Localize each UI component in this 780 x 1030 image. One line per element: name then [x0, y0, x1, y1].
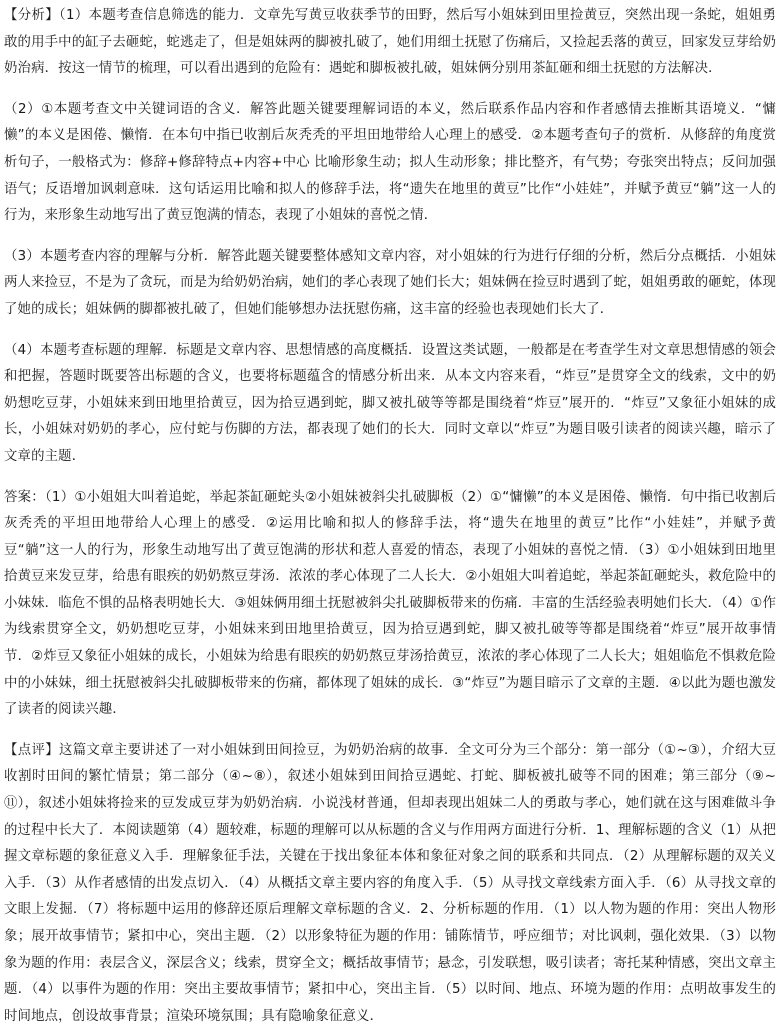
- analysis-part-1: 【分析】（1）本题考查信息筛选的能力．文章先写黄豆收获季节的田野，然后写小姐妹到田里捡黄豆，突然出现一条蛇，姐姐勇敢的用手中的缸子去砸蛇，蛇逃走了，但是姐妹两的脚被扎破了，她们用细土抚慰了伤痛后，又捡起丢落的黄豆，回家发豆芽给奶奶治病．按这一情节的梳理，可以看出遇到的危险有：遇蛇和脚板被扎破，姐妹俩分别用茶缸砸和细土抚慰的方法解决．: [4, 8, 776, 77]
- answer-section: 答案：（1）①小姐姐大叫着追蛇，举起茶缸砸蛇头②小姐妹被斜尖扎破脚板（2）①“慵懒”的本义是困倦、懒惰．句中指已收割后灰秃秃的平坦田地带给人心理上的感受．②运用比喻和拟人的修辞手法，将“遗失在地里的黄豆”比作“小娃娃”，并赋予黄豆“躺”这一人的行为，形象生动地写出了黄豆饱满的形状和惹人喜爱的情态，表现了小姐妹的喜悦之情．（3）①小姐妹到田地里拾黄豆来发豆芽，给患有眼疾的奶奶熬豆芽汤．浓浓的孝心体现了二人长大．②小姐姐大叫着追蛇，举起茶缸砸蛇头，救危险中的小妹妹．临危不惧的品格表明她长大．③姐妹俩用细土抚慰被斜尖扎破脚板带来的伤痛．丰富的生活经验表明她们长大．（4）①作为线索贯穿全文，奶奶想吃豆芽，小姐妹来到田地里拾黄豆，因为拾豆遇到蛇，脚又被扎破等等都是围绕着“炸豆”展开故事情节．②炸豆又象征小姐妹的成长，小姐妹为给患有眼疾的奶奶熬豆芽汤拾黄豆，浓浓的孝心体现了二人长大；姐姐临危不惧救危险中的小妹妹，细土抚慰被斜尖扎破脚板带来的伤痛，都体现了姐妹的成长．③“炸豆”为题目暗示了文章的主题．④以此为题也激发了读者的阅读兴趣．: [4, 489, 776, 718]
- analysis-part-2: （2）①本题考查文中关键词语的含义．解答此题关键要理解词语的本义，然后联系作品内容和作者感情去推断其语境义．“慵懒”的本义是困倦、懒惰．在本句中指已收割后灰秃秃的平坦田地带给人心理上的感受．②本题考查句子的赏析．从修辞的角度赏析句子，一般格式为：修辞+修辞特点+内容+中心 比喻形象生动；拟人生动形象；排比整齐，有气势；夸张突出特点；反问加强语气；反语增加讽刺意味．这句话运用比喻和拟人的修辞手法，将“遗失在地里的黄豆”比作“小娃娃”，并赋予黄豆“躺”这一人的行为，来形象生动地写出了黄豆饱满的情态，表现了小姐妹的喜悦之情．: [4, 101, 776, 224]
- analysis-part-4: （4）本题考查标题的理解．标题是文章内容、思想情感的高度概括．设置这类试题，一般都是在考查学生对文章思想情感的领会和把握，答题时既要答出标题的含义，也要将标题蕴含的情感分析出来．从本文内容来看，“炸豆”是贯穿全文的线索，文中的奶奶想吃豆芽，小姐妹来到田地里拾黄豆，因为拾豆遇到蛇，脚又被扎破等等都是围绕着“炸豆”展开的．“炸豆”又象征小姐妹的成长，小姐妹对奶奶的孝心，应付蛇与伤脚的方法，都表现了她们的长大．同时文章以“炸豆”为题目吸引读者的阅读兴趣，暗示了文章的主题．: [4, 342, 776, 464]
- analysis-part-3: （3）本题考查内容的理解与分析．解答此题关键要整体感知文章内容，对小姐妹的行为进行仔细的分析，然后分点概括．小姐妹两人来捡豆，不是为了贪玩，而是为给奶奶治病，她们的孝心表现了她们长大；姐妹俩在捡豆时遇到了蛇，姐姐勇敢的砸蛇，体现了她的成长；姐妹俩的脚都被扎破了，但她们能够想办法抚慰伤痛，这丰富的经验也表现她们长大了．: [4, 248, 776, 317]
- comment-section: 【点评】这篇文章主要讲述了一对小姐妹到田间捡豆，为奶奶治病的故事．全文可分为三个部分：第一部分（①~③），介绍大豆收割时田间的繁忙情景；第二部分（④~⑧），叙述小姐妹到田间拾豆遇蛇、打蛇、脚板被扎破等不同的困难；第三部分（⑨~ ⑪），叙述小姐妹将捡来的豆发成豆芽为奶奶治病．小说浅材普通，但却表现出姐妹二人的勇敢与孝心，她们就在这与困难做斗争的过程中长大了．本阅读题第（4）题较难，标题的理解可以从标题的含义与作用两方面进行分析．1、理解标题的含义（1）从把握文章标题的象征意义入手．理解象征手法，关键在于找出象征本体和象征对象之间的联系和共同点．（2）从理解标题的双关义入手．（3）从作者感情的出发点切入．（4）从概括文章主要内容的角度入手．（5）从寻找文章线索方面入手．（6）从寻找文章的文眼上发掘．（7）将标题中运用的修辞还原后理解文章标题的含义．2、分析标题的作用．（1）以人物为题的作用：突出人物形象；展开故事情节；紧扣中心，突出主题．（2）以形象特征为题的作用：铺陈情节，呼应细节；对比讽刺，强化效果．（3）以物象为题的作用：表层含义，深层含义；线索，贯穿全文；概括故事情节；悬念，引发联想，吸引读者；寄托某种情感，突出文章主题．（4）以事件为题的作用：突出主要故事情节；紧扣中心，突出主旨．（5）以时间、地点、环境为题的作用：点明故事发生的时间地点，创设故事背景；渲染环境氛围；具有隐喻象征意义．: [4, 742, 776, 1024]
